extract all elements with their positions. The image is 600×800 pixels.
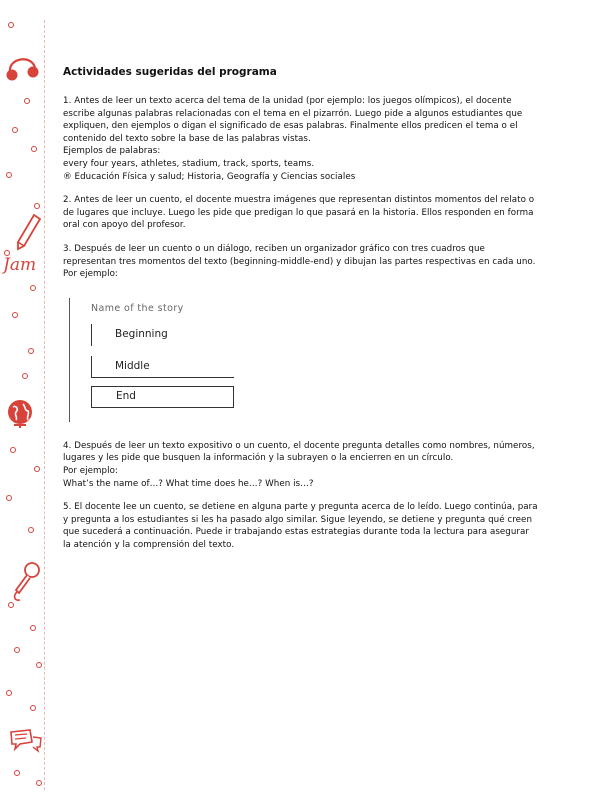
margin-dot: [14, 647, 20, 653]
activity-1: [63, 95, 538, 183]
headphones-icon: [2, 48, 42, 88]
margin-dot: [31, 146, 37, 152]
organizer-middle-bottom: [91, 377, 234, 378]
margin-dot: [28, 348, 34, 354]
organizer-beginning-label: Beginning: [115, 327, 168, 340]
organizer-beginning: [91, 324, 234, 346]
organizer-end: [91, 386, 234, 408]
margin-dot: [6, 495, 12, 501]
organizer-middle-bar: [91, 356, 92, 378]
activity-3-text: 3. Después de leer un cuento o un diálogo, reciben un organizador gráfico con tres cuadros que representan tres momentos del texto (beginning-middle-end) y dibujan las partes respectivas en cada uno.: [63, 243, 536, 267]
margin-dot: [30, 625, 36, 631]
margin-dot: [30, 285, 36, 291]
organizer-beginning-bar: [91, 324, 92, 346]
page-title: Actividades sugeridas del programa: [63, 66, 277, 78]
margin-dot: [28, 527, 34, 533]
margin-dot: [12, 127, 18, 133]
margin-dot: [22, 373, 28, 379]
activity-1-examples: every four years, athletes, stadium, track, sports, teams.: [63, 158, 315, 169]
margin-dot: [34, 203, 40, 209]
margin-dot: [36, 780, 42, 786]
microphone-icon: [8, 560, 42, 604]
activity-5-text: 5. El docente lee un cuento, se detiene en alguna parte y pregunta acerca de lo leído. Luego continúa, para y pregunta a los estudiantes si les ha pasado algo similar. Sigue leyendo, se detiene y pregunta qué creen que sucederá a continuación. Puede ir trabajando estas estrategias durante toda la lectura para asegurar la atención y la comprensión del texto.: [63, 502, 538, 550]
margin-dot: [10, 447, 16, 453]
margin-dot: [24, 98, 30, 104]
activity-4-example-label: Por ejemplo:: [63, 465, 118, 476]
activity-4-example: What’s the name of…? What time does he…? When is…?: [63, 478, 314, 489]
activity-4: [63, 440, 538, 490]
globe-icon: [4, 397, 38, 431]
margin-dot: [6, 172, 12, 178]
activity-3-example-label: Por ejemplo:: [63, 269, 118, 280]
organizer-story-name: Name of the story: [91, 302, 184, 314]
jam-handwriting: [2, 250, 46, 276]
dashed-margin-line: [44, 20, 45, 790]
activity-1-examples-label: Ejemplos de palabras:: [63, 146, 161, 157]
activity-2: [63, 194, 538, 232]
organizer-middle: [91, 356, 234, 378]
organizer-left-line: [69, 298, 70, 422]
margin-dot: [8, 22, 14, 28]
activity-1-text: 1. Antes de leer un texto acerca del tema de la unidad (por ejemplo: los juegos olímpicos), el docente escribe algunas palabras relacionadas con el tema en el pizarrón. Luego pide a algunos estudiantes que expliquen, den ejemplos o digan el significado de esas palabras. Finalmente ellos predicen el tema o el contenido del texto sobre la base de las palabras vistas.: [63, 96, 523, 144]
organizer-middle-label: Middle: [115, 359, 150, 372]
svg-text:Jam: Jam: [3, 255, 37, 275]
margin-dot: [12, 312, 18, 318]
activity-4-text: 4. Después de leer un texto expositivo o un cuento, el docente pregunta detalles como nombres, números, lugares y les pide que busquen la información y la subrayen o la encierren en un círculo.: [63, 440, 535, 464]
margin-dot: [34, 466, 40, 472]
activity-1-subjects: ® Educación Física y salud; Historia, Geografía y Ciencias sociales: [63, 171, 356, 182]
activity-2-text: 2. Antes de leer un cuento, el docente muestra imágenes que representan distintos momentos del relato o de lugares que incluye. Luego les pide que predigan lo que pasará en la historia. Ellos responden en forma oral con apoyo del profesor.: [63, 195, 535, 231]
organizer-end-label: End: [116, 389, 136, 402]
activity-3: [63, 243, 538, 281]
story-organizer: [69, 298, 369, 422]
pencil-icon: [12, 212, 42, 252]
margin-dot: [6, 690, 12, 696]
margin-dot: [14, 770, 20, 776]
activity-5: [63, 501, 538, 551]
margin-dot: [30, 705, 36, 711]
speech-bubble-icon: [8, 727, 44, 755]
margin-dot: [36, 662, 42, 668]
main-content: [63, 66, 538, 562]
margin-decoration: [0, 0, 55, 800]
